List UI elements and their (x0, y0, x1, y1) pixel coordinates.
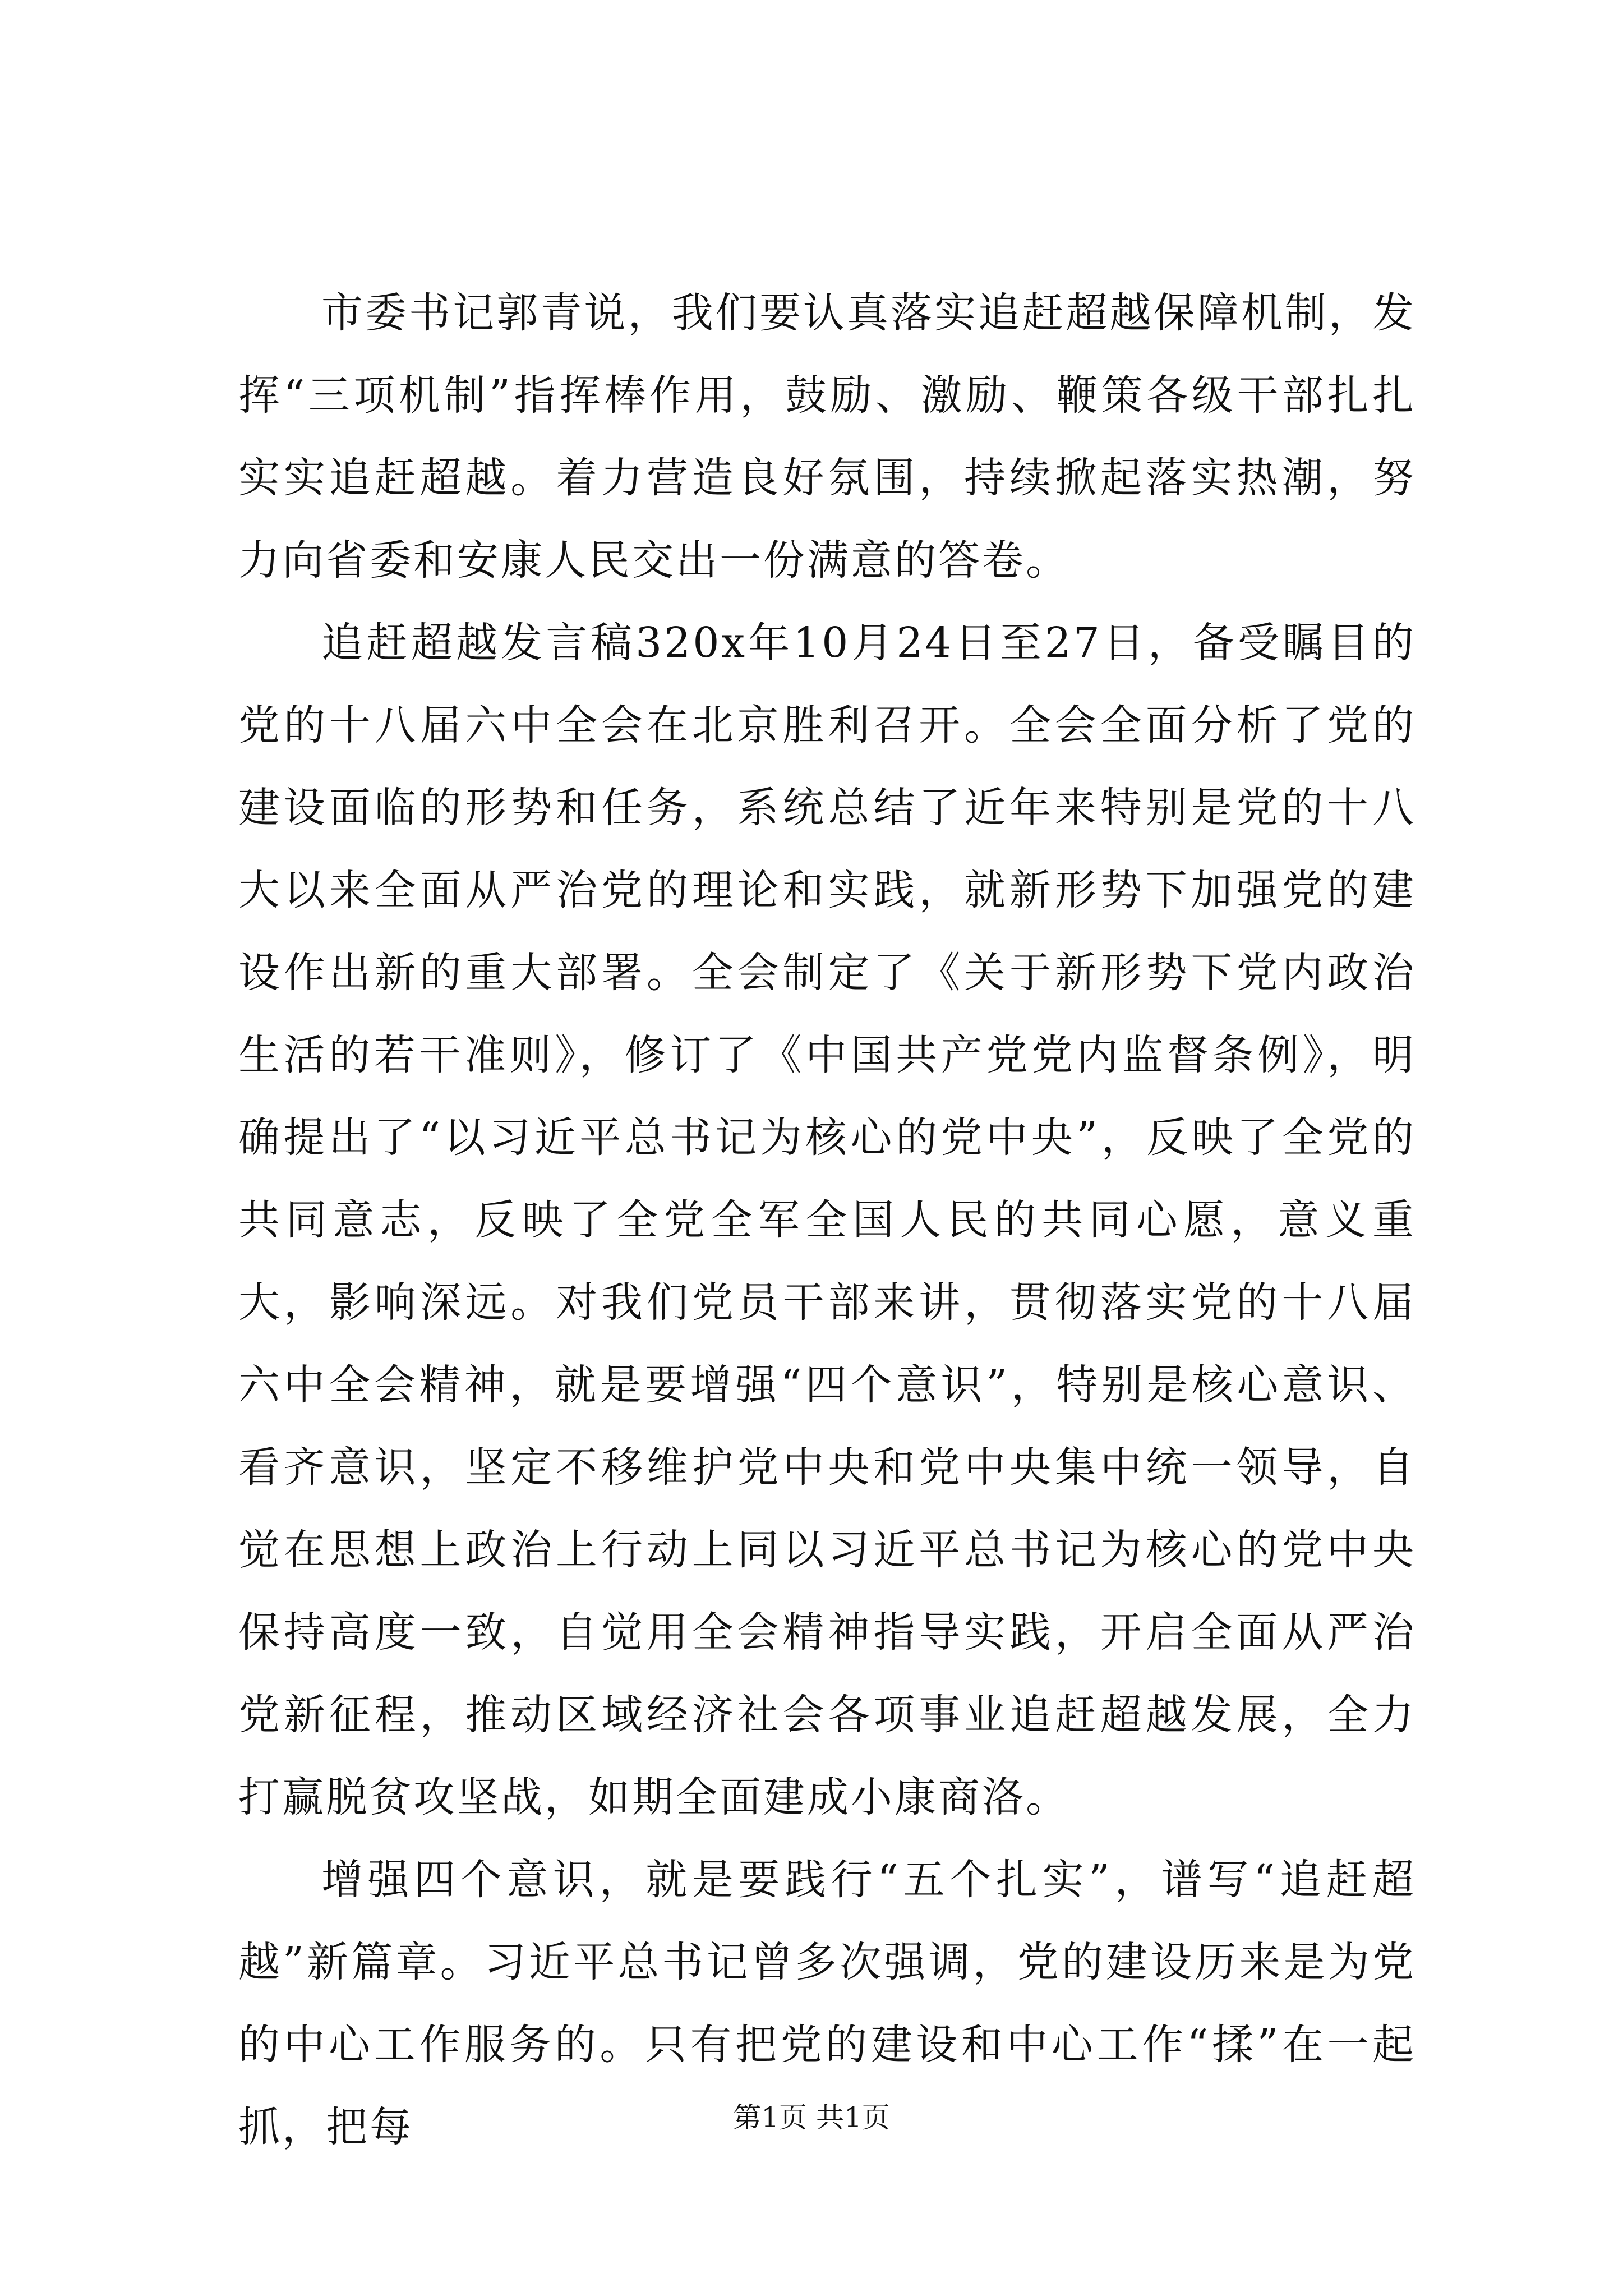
paragraph-3: 增强四个意识，就是要践行“五个扎实”，谱写“追赶超越”新篇章。习近平总书记曾多次强调，党的建设历来是为党的中心工作服务的。只有把党的建设和中心工作“揉”在一起抓，把每 (238, 1856, 1416, 2151)
page-footer: 第1页 共1页 (733, 2101, 890, 2134)
paragraph-1: 市委书记郭青说，我们要认真落实追赶超越保障机制，发挥“三项机制”指挥棒作用，鼓励、激励、鞭策各级干部扎扎实实追赶超越。着力营造良好氛围，持续掀起落实热潮，努力向省委和安康人民交出一份满意的答卷。 (238, 289, 1416, 585)
document-body (238, 272, 1416, 2169)
paragraph-2: 追赶超越发言稿320x年10月24日至27日，备受瞩目的党的十八届六中全会在北京胜利召开。全会全面分析了党的建设面临的形势和任务，系统总结了近年来特别是党的十八大以来全面从严治党的理论和实践，就新形势下加强党的建设作出新的重大部署。全会制定了《关于新形势下党内政治生活的若干准则》，修订了《中国共产党党内监督条例》，明确提出了“以习近平总书记为核心的党中央”，反映了全党的共同意志，反映了全党全军全国人民的共同心愿，意义重大，影响深远。对我们党员干部来讲，贯彻落实党的十八届六中全会精神，就是要增强“四个意识”，特别是核心意识、看齐意识，坚定不移维护党中央和党中央集中统一领导，自觉在思想上政治上行动上同以习近平总书记为核心的党中央保持高度一致，自觉用全会精神指导实践，开启全面从严治党新征程，推动区域经济社会各项事业追赶超越发展，全力打赢脱贫攻坚战，如期全面建成小康商洛。 (238, 619, 1416, 1821)
